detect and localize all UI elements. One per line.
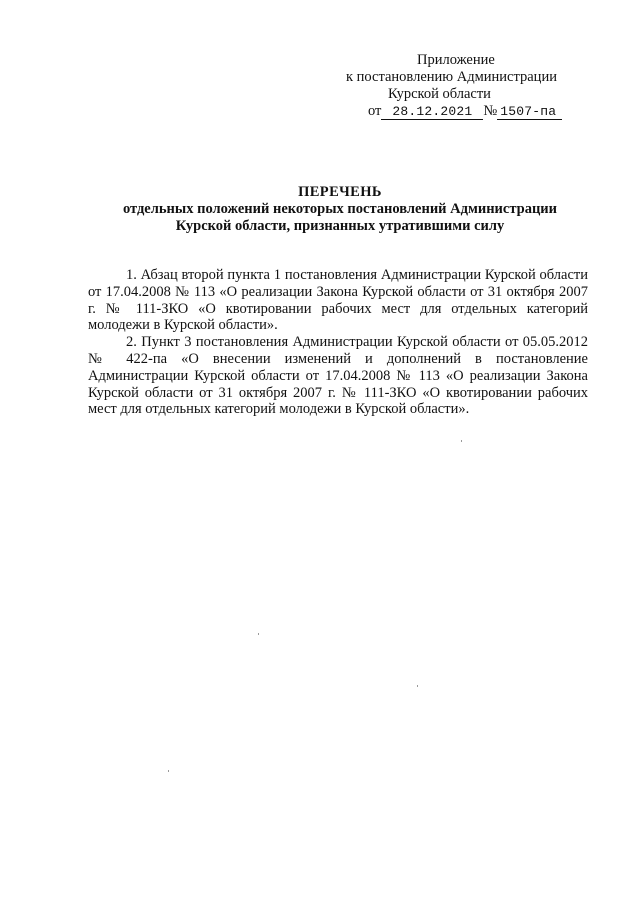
scan-speck [461,440,462,442]
document-title [80,184,600,235]
appendix-label: Приложение [417,52,495,68]
title-heading: ПЕРЕЧЕНЬ [298,184,382,200]
appendix-header [300,52,620,120]
scan-speck [258,633,259,635]
scan-speck [417,685,418,687]
title-line-1: отдельных положений некоторых постановлений Администрации [122,201,558,217]
list-item-1: 1. Абзац второй пункта 1 постановления Администрации Курской области от 17.04.2008 № 113 «О реализации Закона Курской области от 31 октября 2007 г. № 111-ЗКО «О квотировании рабочих мест для отдельных категорий молодежи в Курской области». [88,267,588,334]
document-body [88,267,588,418]
number-prefix: № [483,103,498,119]
appendix-resolution-label: к постановлению Администрации [346,69,557,85]
list-item-2: 2. Пункт 3 постановления Администрации Курской области от 05.05.2012 № 422-па «О внесении изменений и дополнений в постановление Администрации Курской области от 17.04.2008 № 113 «О реализации Закона Курской области от 31 октября 2007 г. № 111-ЗКО «О квотировании рабочих мест для отдельных категорий молодежи в Курской области». [88,334,588,418]
scan-speck [168,770,169,772]
appendix-region-label: Курской области [388,86,491,102]
appendix-date-number-line [300,103,620,120]
resolution-date: 28.12.2021 [381,105,483,120]
resolution-number: 1507-па [497,105,562,120]
title-line-2: Курской области, признанных утратившими силу [175,218,505,234]
date-prefix: от [368,103,382,119]
